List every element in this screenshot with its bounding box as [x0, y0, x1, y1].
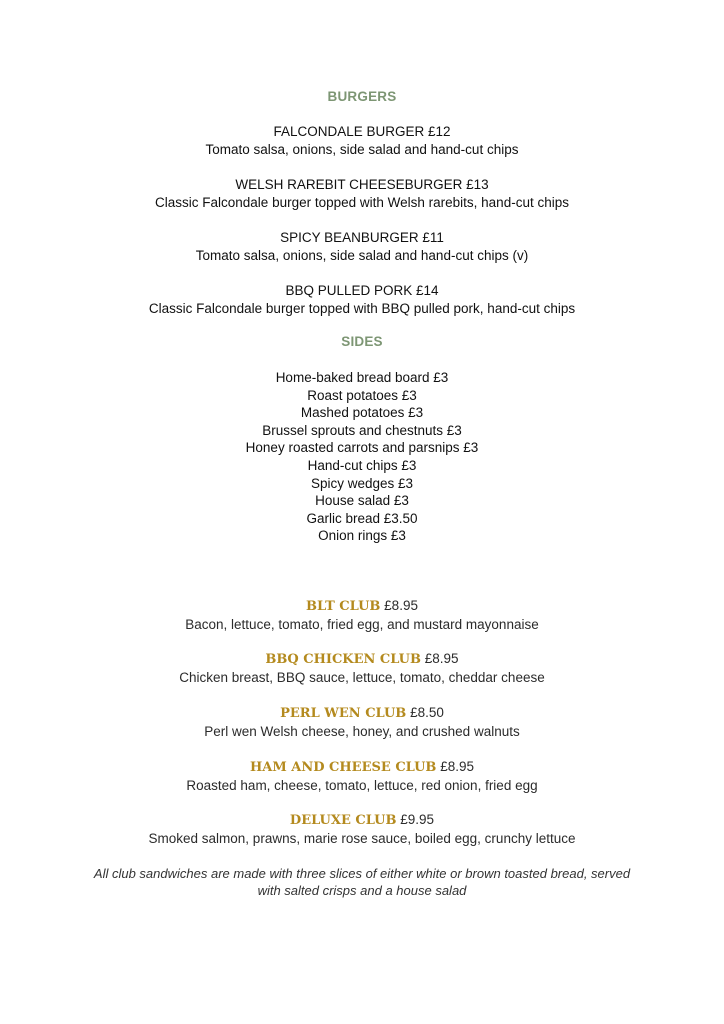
- side-item: Hand-cut chips £3: [307, 457, 417, 473]
- side-item: Mashed potatoes £3: [300, 405, 424, 421]
- burger-title: FALCONDALE BURGER £12: [273, 124, 451, 139]
- burger-title: BBQ PULLED PORK £14: [285, 283, 439, 298]
- footnote-line: All club sandwiches are made with three slices of either white or brown toasted bread, served: [93, 866, 631, 881]
- club-name: HAM AND CHEESE CLUB: [250, 760, 437, 775]
- sides-heading: SIDES: [341, 334, 383, 349]
- burger-item-bbq-pulled-pork: [0, 282, 724, 318]
- club-description: Smoked salmon, prawns, marie rose sauce, boiled egg, crunchy lettuce: [148, 831, 576, 846]
- side-item: Brussel sprouts and chestnuts £3: [262, 422, 462, 438]
- club-price: £9.95: [400, 812, 435, 827]
- burger-description: Classic Falcondale burger topped with Welsh rarebits, hand-cut chips: [155, 195, 569, 210]
- burger-title: WELSH RAREBIT CHEESEBURGER £13: [235, 177, 489, 192]
- club-price: £8.95: [424, 651, 459, 666]
- side-item: House salad £3: [315, 493, 409, 509]
- club-item-perl-wen: [0, 704, 724, 741]
- sides-list: [0, 369, 724, 545]
- club-name: BLT CLUB: [306, 599, 381, 614]
- club-name: DELUXE CLUB: [289, 813, 397, 828]
- side-item: Onion rings £3: [318, 528, 406, 544]
- burger-item-welsh-rarebit: [0, 176, 724, 212]
- club-item-bbq-chicken: [0, 650, 724, 687]
- club-price: £8.95: [440, 759, 474, 774]
- side-item: Spicy wedges £3: [310, 475, 414, 491]
- burger-description: Classic Falcondale burger topped with BBQ pulled pork, hand-cut chips: [148, 301, 576, 316]
- club-item-blt: [0, 597, 724, 634]
- club-item-ham-and-cheese: [0, 758, 724, 795]
- burger-item-falcondale: [0, 123, 724, 159]
- club-footnote: [0, 865, 724, 899]
- club-description: Perl wen Welsh cheese, honey, and crushed walnuts: [204, 724, 520, 739]
- footnote-line: with salted crisps and a house salad: [257, 883, 467, 898]
- side-item: Honey roasted carrots and parsnips £3: [245, 440, 479, 456]
- burger-item-spicy-bean: [0, 229, 724, 265]
- club-item-deluxe: [0, 811, 724, 848]
- burger-description: Tomato salsa, onions, side salad and hand-cut chips (v): [195, 248, 529, 263]
- club-name: BBQ CHICKEN CLUB: [265, 652, 422, 667]
- burger-title: SPICY BEANBURGER £11: [280, 230, 444, 245]
- club-description: Bacon, lettuce, tomato, fried egg, and mustard mayonnaise: [185, 617, 539, 632]
- club-description: Roasted ham, cheese, tomato, lettuce, red onion, fried egg: [186, 778, 538, 793]
- club-description: Chicken breast, BBQ sauce, lettuce, tomato, cheddar cheese: [179, 670, 545, 685]
- side-item: Home-baked bread board £3: [275, 370, 449, 385]
- club-price: £8.50: [410, 705, 444, 720]
- burger-description: Tomato salsa, onions, side salad and hand-cut chips: [205, 142, 519, 157]
- burgers-heading: BURGERS: [327, 89, 397, 104]
- side-item: Garlic bread £3.50: [306, 510, 418, 526]
- club-name: PERL WEN CLUB: [280, 706, 407, 721]
- club-price: £8.95: [384, 598, 418, 613]
- side-item: Roast potatoes £3: [307, 387, 417, 403]
